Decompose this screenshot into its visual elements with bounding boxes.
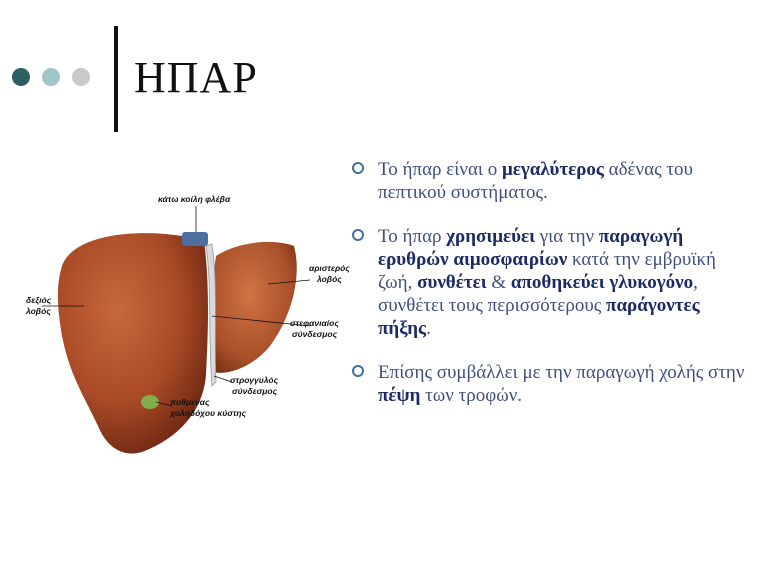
right-lobe-shape: [58, 233, 208, 453]
text-segment: κατά την εμβρυϊκή ζωή,: [378, 249, 716, 293]
left-lobe-shape: [211, 242, 297, 373]
label-round-ligament-1: στρογγυλός: [230, 375, 279, 385]
bullet-item: [352, 361, 752, 407]
bold-term: πέψη: [378, 385, 421, 406]
bold-term: συνθέτει: [417, 272, 487, 293]
label-right-lobe-1: δεξιός: [26, 295, 52, 305]
bullet-circle-icon: [352, 229, 364, 241]
text-segment: .: [426, 318, 431, 339]
text-segment: αδένας του πεπτικού συστήματος.: [378, 159, 693, 203]
bullet-text: [378, 226, 716, 339]
label-coronary-ligament-2: σύνδεσμος: [292, 329, 338, 339]
text-segment: , συνθέτει τους περισσότερους: [378, 272, 698, 316]
text-segment: Το ήπαρ: [378, 226, 447, 247]
bullet-circle-icon: [352, 162, 364, 174]
text-segment: Το ήπαρ είναι ο: [378, 159, 503, 180]
bullet-circle-icon: [352, 365, 364, 377]
text-segment: Επίσης συμβάλλει με την παραγωγή χολής στην: [378, 362, 745, 383]
dot-light: [42, 68, 60, 86]
dot-dark: [12, 68, 30, 86]
label-coronary-ligament-1: στεφανιαίος: [290, 318, 339, 328]
bold-term: αποθηκεύει γλυκογόνο: [510, 272, 694, 293]
bullet-text: [378, 159, 693, 203]
slide-title: ΗΠΑΡ: [134, 53, 258, 102]
bold-term: μεγαλύτερος: [502, 159, 604, 180]
label-gallbladder-2: χοληδόχου κύστης: [170, 408, 247, 418]
bullet-list: [352, 158, 752, 428]
text-segment: των τροφών.: [420, 385, 523, 406]
ivc-shape: [182, 232, 208, 246]
bold-term: παράγοντες πήξης: [378, 295, 700, 339]
label-ivc: κάτω κοίλη φλέβα: [158, 194, 231, 204]
label-gallbladder-1: πυθμένας: [170, 397, 210, 407]
bullet-item: [352, 158, 752, 204]
label-left-lobe-1: αριστερός: [309, 263, 350, 273]
text-segment: για την: [535, 226, 599, 247]
label-left-lobe-2: λοβός: [317, 274, 342, 284]
bullet-text: [378, 362, 744, 406]
bold-term: χρησιμεύει: [446, 226, 535, 247]
label-right-lobe-2: λοβός: [26, 306, 51, 316]
dot-gray: [72, 68, 90, 86]
text-segment: &: [486, 272, 511, 293]
bullet-item: [352, 225, 752, 340]
label-round-ligament-2: σύνδεσμος: [232, 386, 278, 396]
bold-term: παραγωγή ερυθρών αιμοσφαιρίων: [378, 226, 684, 270]
title-divider: [114, 26, 118, 132]
liver-illustration: [22, 176, 350, 466]
